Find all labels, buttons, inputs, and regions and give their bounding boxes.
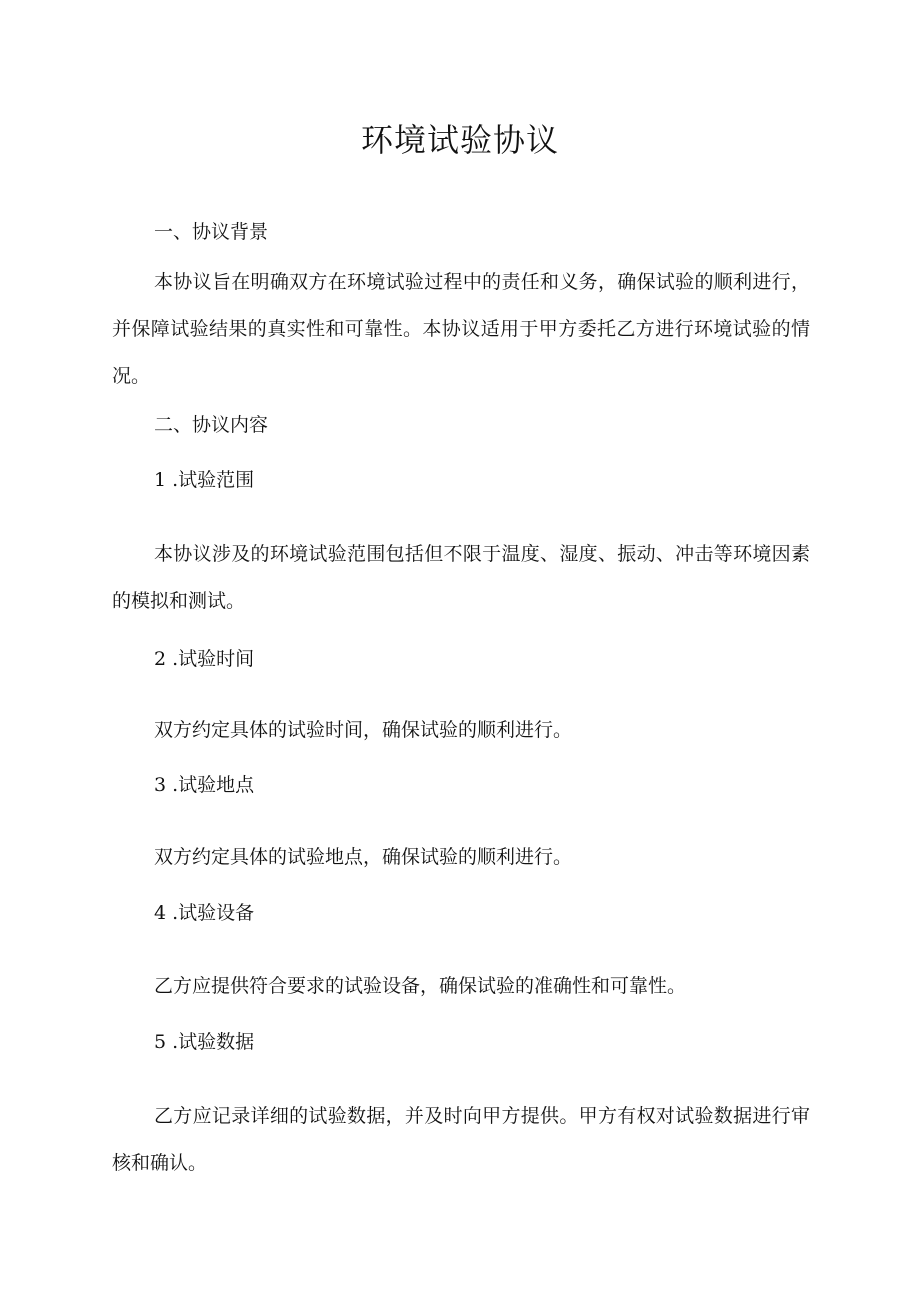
paragraph-data: 乙方应记录详细的试验数据，并及时向甲方提供。甲方有权对试验数据进行审核和确认。 — [112, 1105, 810, 1174]
document-title: 环境试验协议 — [360, 121, 559, 159]
paragraph-scope: 本协议涉及的环境试验范围包括但不限于温度、湿度、振动、冲击等环境因素的模拟和测试。 — [112, 543, 810, 612]
paragraph-equipment: 乙方应提供符合要求的试验设备，确保试验的准确性和可靠性。 — [154, 975, 687, 997]
section-heading-content: 二、协议内容 — [154, 414, 269, 436]
paragraph-location: 双方约定具体的试验地点，确保试验的顺利进行。 — [154, 846, 573, 868]
paragraph-background: 本协议旨在明确双方在环境试验过程中的责任和义务，确保试验的顺利进行，并保障试验结果的真实性和可靠性。本协议适用于甲方委托乙方进行环境试验的情况。 — [112, 271, 810, 387]
item-heading-scope: 1 .试验范围 — [154, 469, 255, 491]
item-heading-time: 2 .试验时间 — [154, 648, 255, 670]
paragraph-time: 双方约定具体的试验时间，确保试验的顺利进行。 — [154, 719, 573, 741]
item-heading-data: 5 .试验数据 — [154, 1031, 255, 1053]
item-heading-location: 3 .试验地点 — [154, 774, 255, 796]
item-heading-equipment: 4 .试验设备 — [154, 902, 255, 924]
section-heading-background: 一、协议背景 — [154, 221, 269, 243]
